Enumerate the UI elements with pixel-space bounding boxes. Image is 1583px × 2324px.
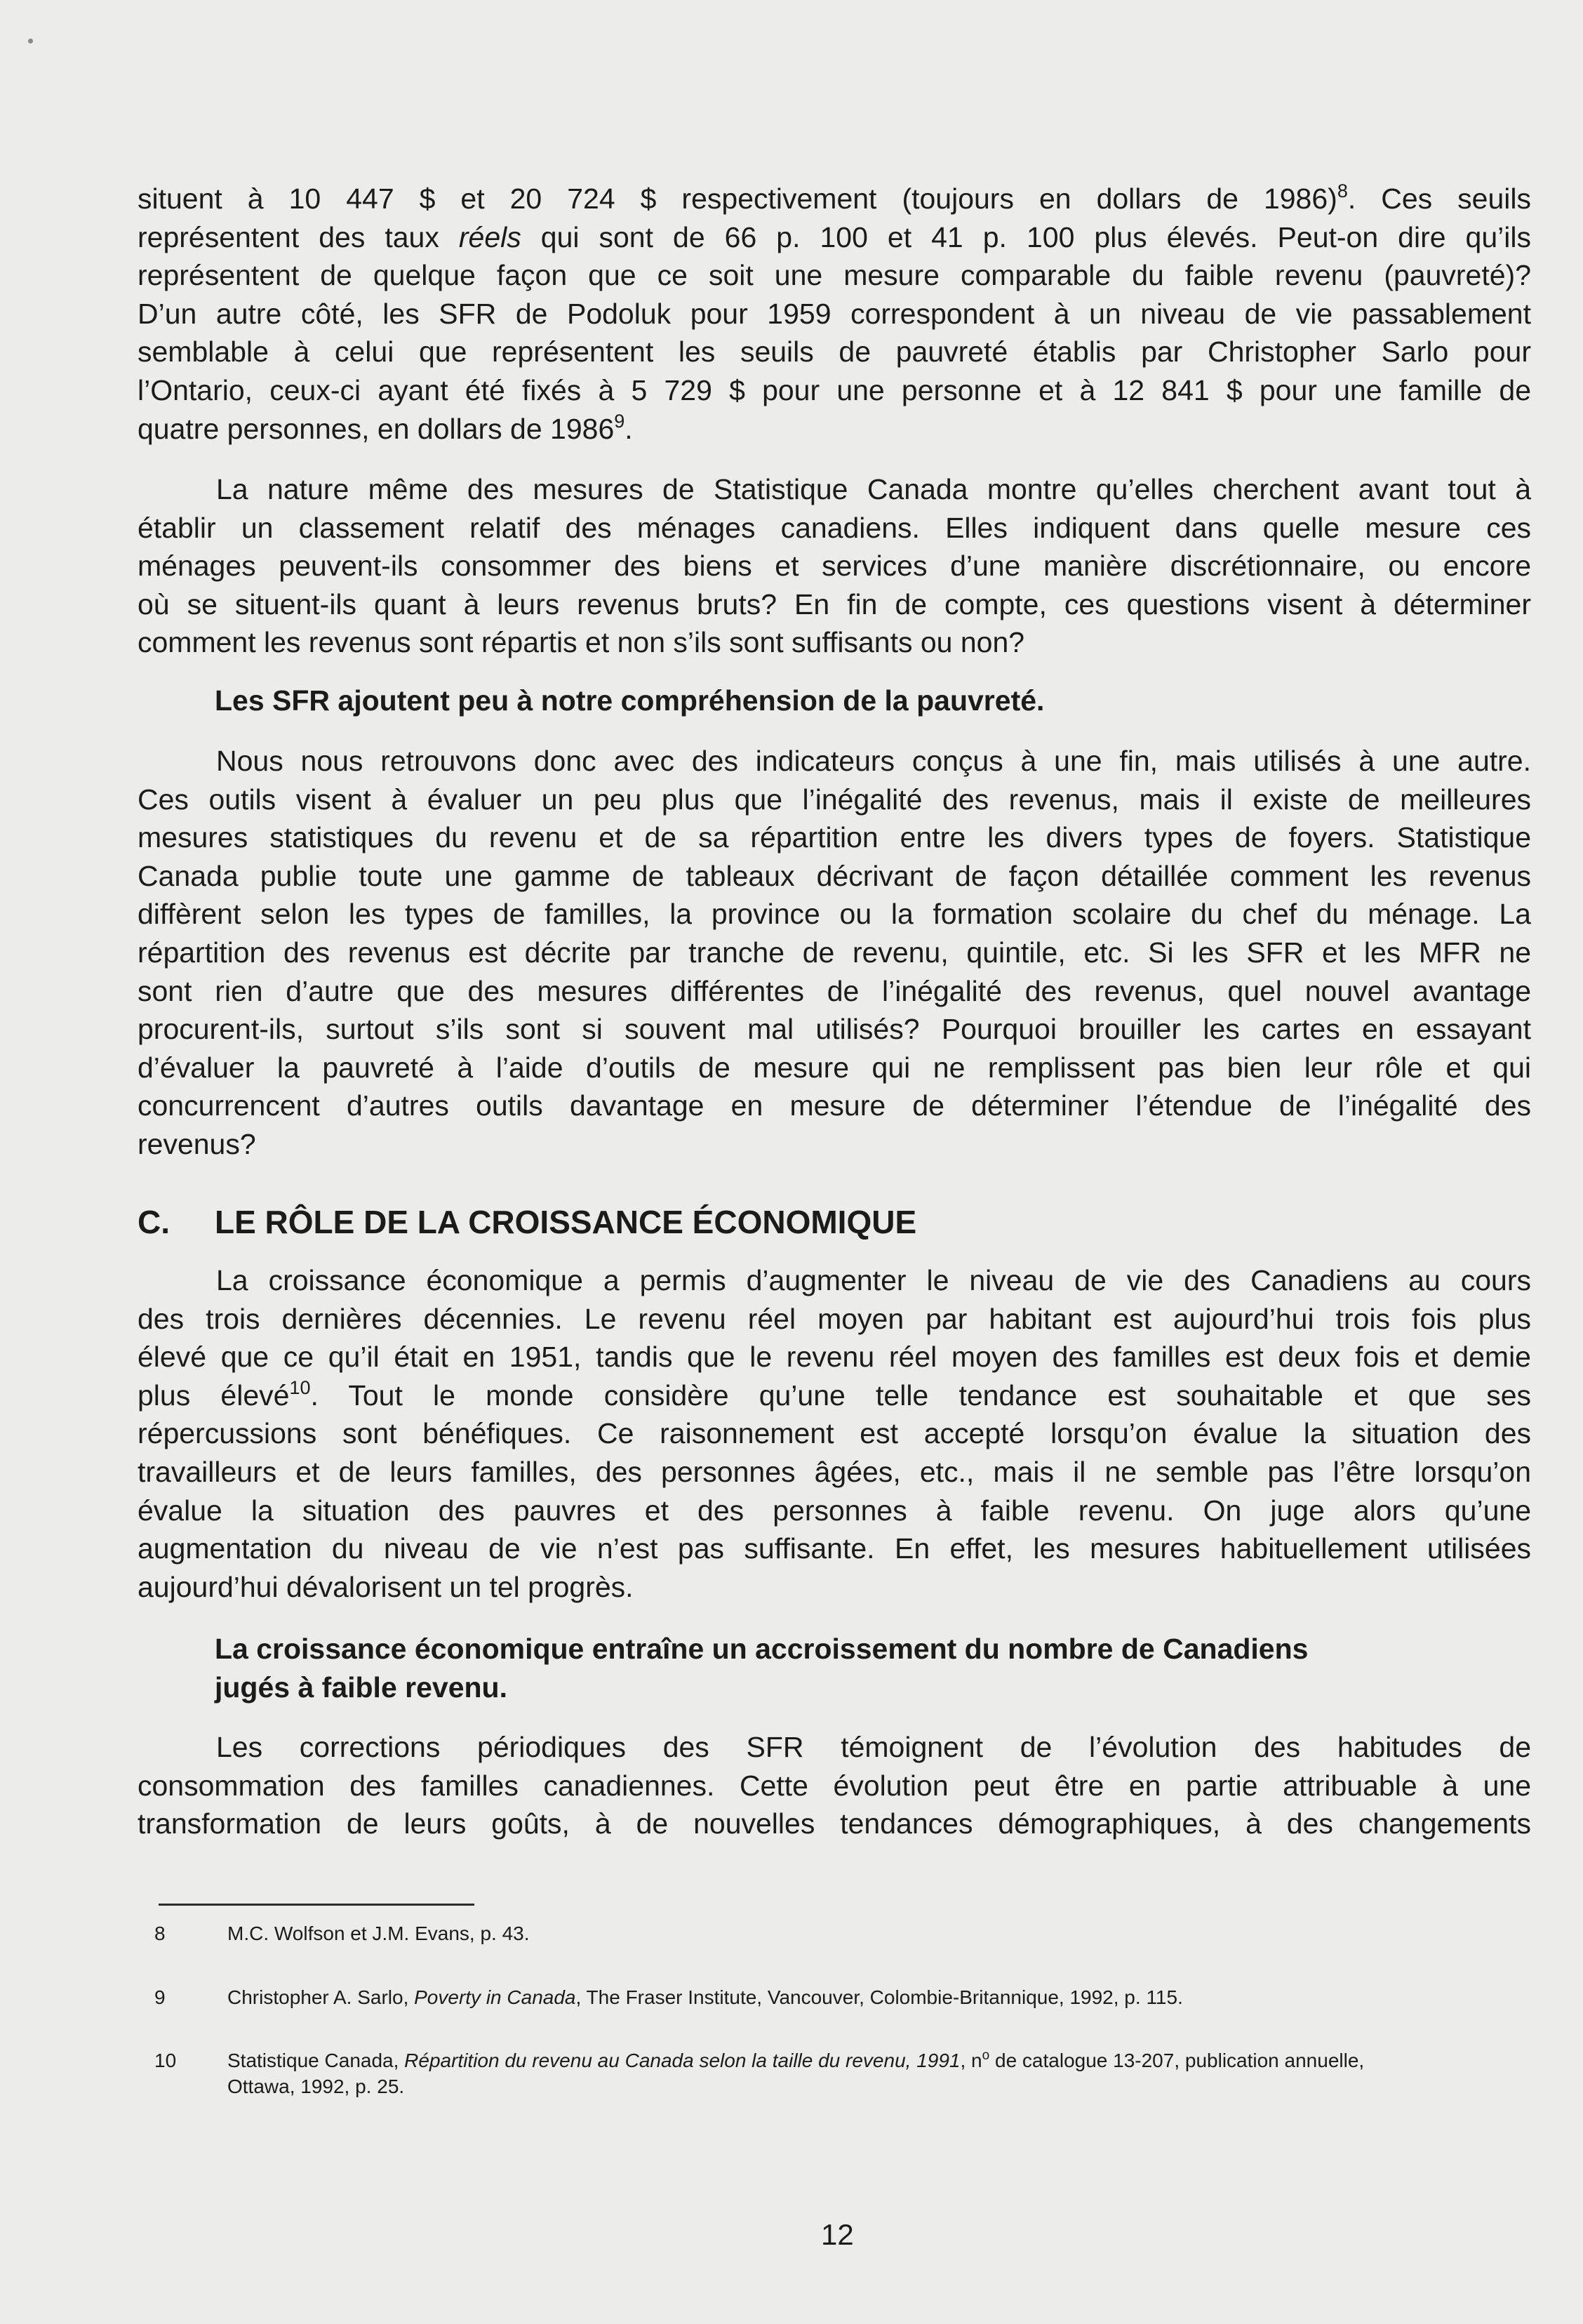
section-title: LE RÔLE DE LA CROISSANCE ÉCONOMIQUE [215,1204,917,1240]
footnote-text: Christopher A. Sarlo, [227,1986,415,2008]
p1-text: . Ces seuils [1347,182,1531,215]
p1-line: l’Ontario, ceux-ci ayant été fixés à 5 729 $ pour une personne et à 12 841 $ pour une famille de [138,373,1531,406]
p1-line: représentent de quelque façon que ce soit une mesure comparable du faible revenu (pauvreté)? [138,259,1531,292]
p3-line: d’évaluer la pauvreté à l’aide d’outils de mesure qui ne remplissent pas bien leur rôle et qui [138,1051,1531,1084]
footnote-text: , The Fraser Institute, Vancouver, Colombie-Britannique, 1992, p. 115. [575,1986,1183,2008]
p3-line: revenus? [138,1127,256,1160]
footnote-title: Répartition du revenu au Canada selon la taille du revenu, 1991 [404,2050,961,2071]
p4-text: plus élevé [138,1379,290,1412]
subheading-line: jugés à faible revenu. [215,1671,507,1704]
p4-line: travailleurs et de leurs familles, des personnes âgées, etc., mais il ne semble pas l’être lorsqu’on [138,1455,1531,1488]
p4-line: répercussions sont bénéfiques. Ce raisonnement est accepté lorsqu’on évalue la situation des [138,1417,1531,1450]
p5-line: transformation de leurs goûts, à de nouvelles tendances démographiques, à des changements [138,1807,1531,1840]
footnote-title: Poverty in Canada [414,1986,576,2008]
section-heading [138,1201,916,1243]
p1-text: situent à 10 447 $ et 20 724 $ respectivement (toujours en dollars de 1986) [138,182,1337,215]
p1-text: qui sont de 66 p. 100 et 41 p. 100 plus élevés. Peut-on dire qu’ils [521,220,1531,253]
p3-line: mesures statistiques du revenu et de sa répartition entre les divers types de foyers. Statistique [138,821,1531,854]
footnote-ref-9[interactable]: 9 [614,410,625,432]
p2-line: ménages peuvent-ils consommer des biens et services d’une manière discrétionnaire, ou encore [138,550,1531,583]
p2-line: La nature même des mesures de Statistique Canada montre qu’elles cherchent avant tout à [216,473,1531,505]
subheading-sfr: Les SFR ajoutent peu à notre compréhension de la pauvreté. [215,684,1045,717]
p1-emphasis: réels [458,220,521,253]
p1-text: quatre personnes, en dollars de 1986 [138,412,615,445]
subheading-line: La croissance économique entraîne un accroissement du nombre de Canadiens [215,1633,1309,1665]
p5-line: Les corrections périodiques des SFR témoignent de l’évolution des habitudes de [216,1731,1531,1763]
p4-line: augmentation du niveau de vie n’est pas suffisante. En effet, les mesures habituellement utilisées [138,1532,1531,1565]
footnote-rule [159,1904,474,1906]
section-letter: C. [138,1204,170,1240]
footnote-number: 8 [154,1923,166,1944]
footnote-text: M.C. Wolfson et J.M. Evans, p. 43. [227,1923,530,1944]
p4-line: des trois dernières décennies. Le revenu réel moyen par habitant est aujourd’hui trois fois plus [138,1302,1531,1335]
p4-line: élevé que ce qu’il était en 1951, tandis que le revenu réel moyen des familles est deux fois et demie [138,1341,1531,1374]
p3-line: procurent-ils, surtout s’ils sont si souvent mal utilisés? Pourquoi brouiller les cartes en essayant [138,1013,1531,1046]
p1-line: D’un autre côté, les SFR de Podoluk pour 1959 correspondent à un niveau de vie passablement [138,297,1531,330]
paragraph-5 [138,1728,1531,1843]
p2-line: où se situent-ils quant à leurs revenus bruts? En fin de compte, ces questions visent à déterminer [138,587,1531,620]
p3-line: Ces outils visent à évaluer un peu plus que l’inégalité des revenus, mais il existe de meilleures [138,783,1531,816]
p4-line: La croissance économique a permis d’augmenter le niveau de vie des Canadiens au cours [216,1264,1531,1296]
p1-text: . [624,412,633,445]
p4-text: . Tout le monde considère qu’une telle tendance est souhaitable et que ses [310,1379,1531,1412]
p3-line: Nous nous retrouvons donc avec des indicateurs conçus à une fin, mais utilisés à une autre. [216,745,1531,777]
p3-line: Canada publie toute une gamme de tableaux décrivant de façon détaillée comment les revenus [138,859,1531,892]
paragraph-2 [138,470,1531,662]
paragraph-1 [138,180,1531,448]
p5-line: consommation des familles canadiennes. Cette évolution peut être en partie attribuable à une [138,1769,1531,1802]
paragraph-4 [138,1261,1531,1606]
footnote-number: 10 [154,2050,177,2071]
subheading-growth [215,1630,1308,1706]
p2-line: établir un classement relatif des ménages canadiens. Elles indiquent dans quelle mesure ces [138,511,1531,544]
footnote-superscript: o [982,2048,990,2063]
scan-dot [28,39,33,44]
p1-text: représentent des taux [138,220,459,253]
p4-line: évalue la situation des pauvres et des personnes à faible revenu. On juge alors qu’une [138,1494,1531,1527]
p3-line: concurrencent d’autres outils davantage en mesure de déterminer l’étendue de l’inégalité des [138,1089,1531,1122]
footnote-text: , n [960,2050,982,2071]
page-number: 12 [821,2218,854,2251]
footnote-text: de catalogue 13-207, publication annuelle, [989,2050,1365,2071]
footnote-ref-10[interactable]: 10 [289,1376,311,1398]
footnote-text: Ottawa, 1992, p. 25. [227,2076,405,2097]
p4-line: aujourd’hui dévalorisent un tel progrès. [138,1570,634,1603]
footnote-ref-8[interactable]: 8 [1337,180,1348,201]
paragraph-3 [138,742,1531,1164]
p2-line: comment les revenus sont répartis et non s’ils sont suffisants ou non? [138,626,1025,659]
p3-line: sont rien d’autre que des mesures différentes de l’inégalité des revenus, quel nouvel avantage [138,974,1531,1007]
p3-line: diffèrent selon les types de familles, la province ou la formation scolaire du chef du ménage. La [138,898,1531,931]
p3-line: répartition des revenus est décrite par tranche de revenu, quintile, etc. Si les SFR et les MFR ne [138,936,1531,969]
footnote-text: Statistique Canada, [227,2050,405,2071]
p1-line: semblable à celui que représentent les seuils de pauvreté établis par Christopher Sarlo pour [138,336,1531,368]
footnote-number: 9 [154,1986,166,2008]
